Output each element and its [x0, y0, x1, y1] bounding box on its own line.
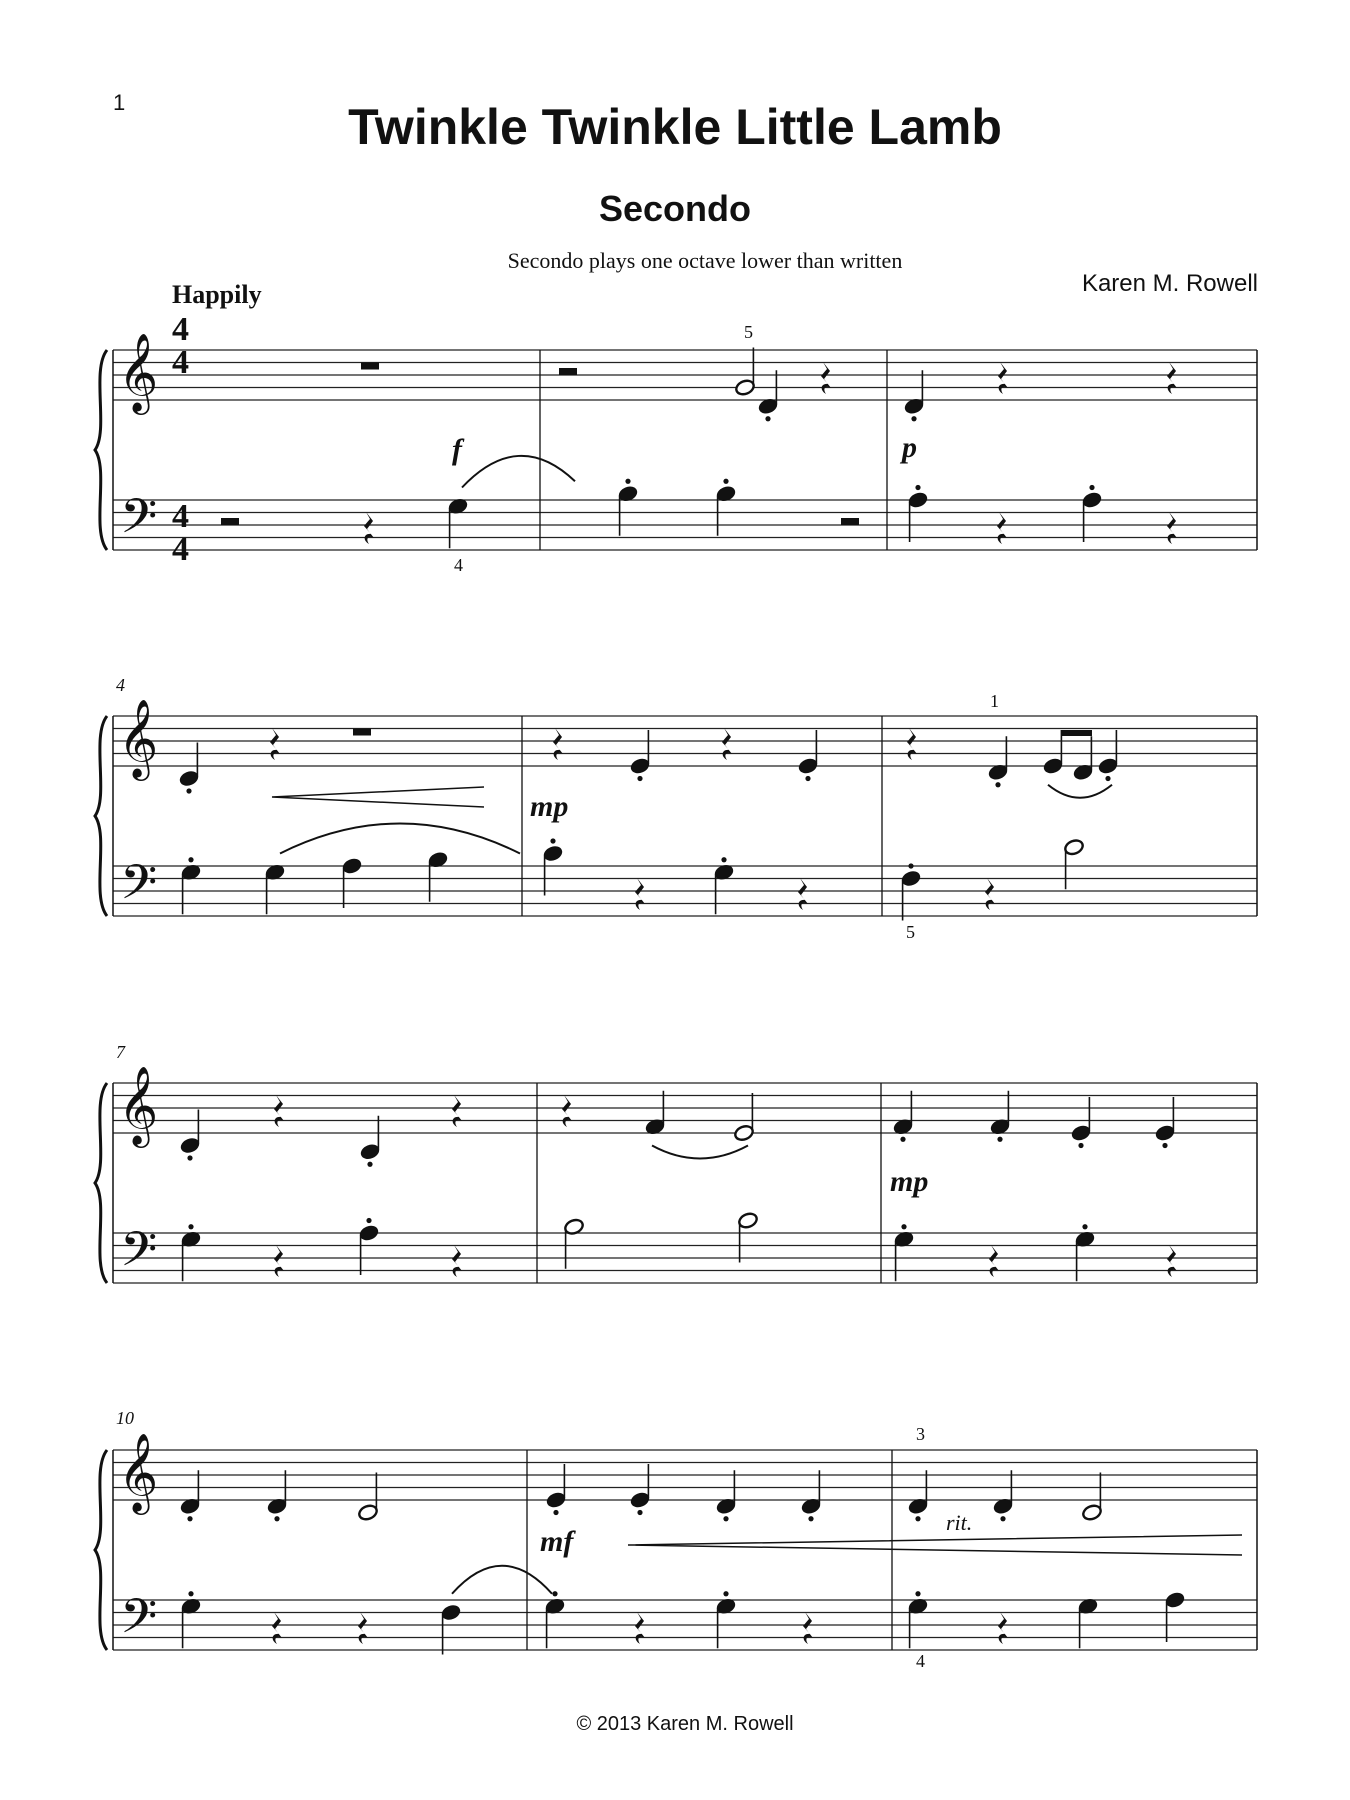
staccato-dot — [915, 1591, 920, 1596]
whole-rest — [361, 363, 379, 370]
quarter-rest — [562, 1095, 572, 1127]
staccato-dot — [188, 857, 193, 862]
quarter-rest — [452, 1245, 462, 1277]
staccato-dot — [723, 479, 728, 484]
performance-instruction: Secondo plays one octave lower than written — [507, 248, 903, 273]
half-rest — [841, 518, 859, 525]
quarter-rest — [997, 512, 1007, 544]
dynamic-marking: mp — [530, 790, 569, 823]
quarter-rest — [798, 878, 808, 910]
quarter-rest — [1167, 362, 1177, 394]
note-head — [1154, 1124, 1175, 1142]
staccato-dot — [188, 1591, 193, 1596]
time-signature-top: 4 — [172, 498, 189, 535]
staccato-dot — [637, 1510, 642, 1515]
page-number: 1 — [113, 90, 126, 115]
bass-clef-icon: 𝄢 — [120, 488, 158, 556]
note-head — [900, 869, 921, 887]
time-signature-bottom: 4 — [172, 344, 189, 381]
fingering-number: 3 — [916, 1424, 925, 1444]
quarter-rest — [985, 878, 995, 910]
staccato-dot — [808, 1516, 813, 1521]
staccato-dot — [995, 782, 1000, 787]
staccato-dot — [915, 485, 920, 490]
staccato-dot — [915, 1516, 920, 1521]
slur — [1048, 785, 1112, 798]
fingering-number: 4 — [454, 555, 463, 575]
note-head — [358, 1224, 379, 1242]
note-head — [178, 769, 199, 787]
fingering-number: 4 — [916, 1651, 925, 1671]
staccato-dot — [997, 1137, 1002, 1142]
note-head — [440, 1603, 461, 1621]
staccato-dot — [553, 1510, 558, 1515]
quarter-rest — [821, 362, 831, 394]
slur — [462, 456, 575, 488]
note-head — [629, 1491, 650, 1509]
bass-clef-icon: 𝄢 — [120, 1588, 158, 1656]
quarter-rest — [452, 1095, 462, 1127]
grand-staff-brace — [95, 350, 107, 550]
slur — [652, 1146, 748, 1159]
quarter-rest — [274, 1245, 284, 1277]
note-head — [359, 1143, 380, 1161]
treble-clef-icon: 𝄞 — [118, 1433, 159, 1512]
note-head — [341, 857, 362, 875]
note-head — [907, 491, 928, 509]
dynamic-marking: mf — [540, 1525, 574, 1558]
tempo-marking: Happily — [172, 280, 262, 309]
quarter-rest — [803, 1612, 813, 1644]
staccato-dot — [187, 1155, 192, 1160]
staccato-dot — [721, 857, 726, 862]
staccato-dot — [625, 479, 630, 484]
quarter-rest — [553, 728, 563, 760]
whole-rest — [353, 729, 371, 736]
quarter-rest — [358, 1612, 368, 1644]
note-head — [1063, 838, 1084, 856]
note-head — [1081, 491, 1102, 509]
staccato-dot — [911, 416, 916, 421]
staccato-dot — [637, 776, 642, 781]
bass-clef-icon: 𝄢 — [120, 1221, 158, 1289]
quarter-rest — [270, 728, 280, 760]
quarter-rest — [1167, 512, 1177, 544]
measure-number: 7 — [116, 1042, 125, 1062]
score-text-marks — [116, 311, 999, 1671]
treble-clef-icon: 𝄞 — [118, 1066, 159, 1145]
half-rest — [221, 518, 239, 525]
note-head — [733, 1124, 754, 1142]
staccato-dot — [1082, 1224, 1087, 1229]
staccato-dot — [550, 838, 555, 843]
quarter-rest — [274, 1095, 284, 1127]
treble-clef-icon: 𝄞 — [118, 333, 159, 412]
bass-clef-icon: 𝄢 — [120, 854, 158, 922]
staccato-dot — [552, 1591, 557, 1596]
dynamic-marking: p — [902, 431, 917, 464]
staccato-dot — [1105, 776, 1110, 781]
measure-number: 4 — [116, 675, 125, 695]
staccato-dot — [274, 1516, 279, 1521]
fingering-number: 1 — [990, 691, 999, 711]
quarter-rest — [635, 878, 645, 910]
note-head — [734, 378, 755, 396]
staccato-dot — [723, 1591, 728, 1596]
staccato-dot — [901, 1224, 906, 1229]
staccato-dot — [188, 1224, 193, 1229]
time-signature-top: 4 — [172, 311, 189, 348]
quarter-rest — [989, 1245, 999, 1277]
note-head — [357, 1503, 378, 1521]
staccato-dot — [1089, 485, 1094, 490]
copyright-notice: © 2013 Karen M. Rowell — [576, 1713, 794, 1735]
ritardando-marking: rit. — [946, 1510, 973, 1535]
note-head — [1164, 1591, 1185, 1609]
quarter-rest — [272, 1612, 282, 1644]
fingering-number: 5 — [744, 322, 753, 342]
staccato-dot — [908, 863, 913, 868]
music-notation — [95, 333, 1257, 1656]
note-head — [179, 1136, 200, 1154]
quarter-rest — [907, 728, 917, 760]
quarter-rest — [722, 728, 732, 760]
quarter-rest — [998, 1612, 1008, 1644]
beam — [1061, 730, 1092, 736]
hairpin — [272, 787, 484, 807]
staccato-dot — [805, 776, 810, 781]
fingering-number: 5 — [906, 922, 915, 942]
note-head — [797, 757, 818, 775]
dynamic-marking: mp — [890, 1165, 929, 1198]
quarter-rest — [635, 1612, 645, 1644]
quarter-rest — [364, 512, 374, 544]
note-head — [545, 1491, 566, 1509]
time-signature-bottom: 4 — [172, 531, 189, 568]
page-title: Twinkle Twinkle Little Lamb — [348, 99, 1002, 155]
note-head — [542, 844, 563, 862]
grand-staff-brace — [95, 1083, 107, 1283]
staccato-dot — [367, 1162, 372, 1167]
slur — [452, 1566, 552, 1594]
composer-name: Karen M. Rowell — [1081, 270, 1258, 297]
treble-clef-icon: 𝄞 — [118, 699, 159, 778]
part-subtitle: Secondo — [598, 188, 751, 229]
grand-staff-brace — [95, 1450, 107, 1650]
quarter-rest — [1167, 1245, 1177, 1277]
staccato-dot — [765, 416, 770, 421]
quarter-rest — [998, 362, 1008, 394]
slur — [280, 824, 520, 854]
staccato-dot — [186, 788, 191, 793]
staccato-dot — [187, 1516, 192, 1521]
dynamic-marking: f — [452, 433, 462, 466]
note-head — [1070, 1124, 1091, 1142]
staccato-dot — [1078, 1143, 1083, 1148]
staccato-dot — [366, 1218, 371, 1223]
note-head — [1081, 1503, 1102, 1521]
half-rest — [559, 368, 577, 375]
grand-staff-brace — [95, 716, 107, 916]
note-head — [1097, 757, 1118, 775]
measure-number: 10 — [116, 1408, 134, 1428]
note-head — [1042, 757, 1063, 775]
hairpin — [628, 1535, 1242, 1555]
note-head — [737, 1211, 758, 1229]
note-head — [629, 757, 650, 775]
staccato-dot — [900, 1137, 905, 1142]
staccato-dot — [1000, 1516, 1005, 1521]
staccato-dot — [1162, 1143, 1167, 1148]
staccato-dot — [723, 1516, 728, 1521]
